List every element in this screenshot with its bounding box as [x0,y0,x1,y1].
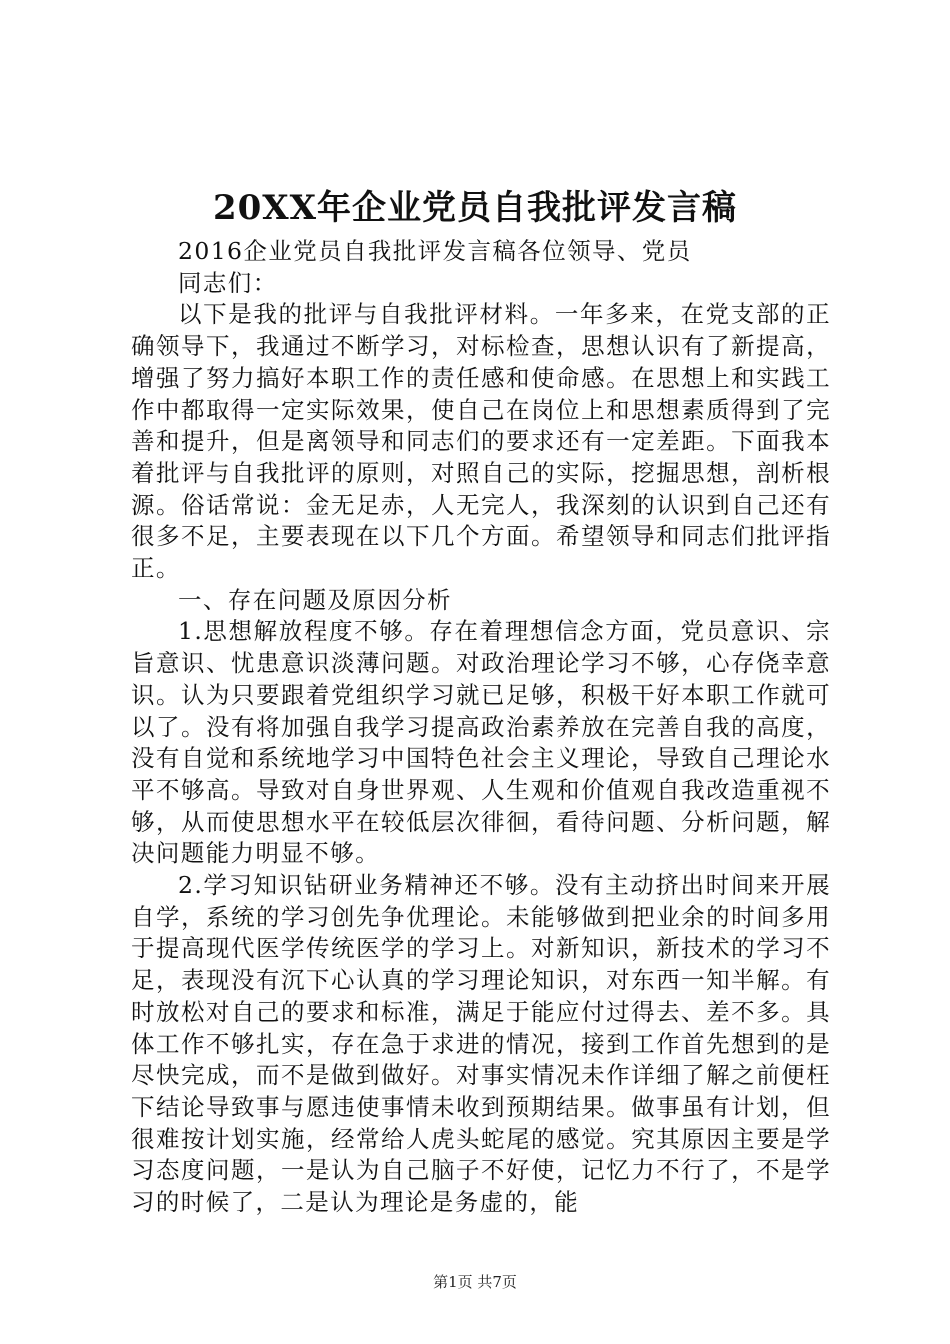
document-body [131,236,831,1219]
section-heading: 一、存在问题及原因分析 [178,585,452,614]
paragraph-salutation: 同志们： [178,268,278,297]
paragraph-introduction: 以下是我的批评与自我批评材料。一年多来，在党支部的正确领导下，我通过不断学习，对标检查，思想认识有了新提高，增强了努力搞好本职工作的责任感和使命感。在思想上和实践工作中都取得一定实际效果，使自己在岗位上和思想素质得到了完善和提升，但是离领导和同志们的要求还有一定差距。下面我本着批评与自我批评的原则，对照自己的实际，挖掘思想，剖析根源。俗话常说：金无足赤，人无完人，我深刻的认识到自己还有很多不足，主要表现在以下几个方面。希望领导和同志们批评指正。 [131,300,831,583]
page-number-footer: 第1页 共7页 [433,1273,517,1291]
paragraph-point-1: 1.思想解放程度不够。存在着理想信念方面，党员意识、宗旨意识、忧患意识淡薄问题。对政治理论学习不够，心存侥幸意识。认为只要跟着党组织学习就已足够，积极干好本职工作就可以了。没有将加强自我学习提高政治素养放在完善自我的高度，没有自觉和系统地学习中国特色社会主义理论，导致自己理论水平不够高。导致对自身世界观、人生观和价值观自我改造重视不够，从而使思想水平在较低层次徘徊，看待问题、分析问题，解决问题能力明显不够。 [131,617,831,868]
document-title: 20XX年企业党员自我批评发言稿 [212,188,738,228]
paragraph-point-2: 2.学习知识钻研业务精神还不够。没有主动挤出时间来开展自学，系统的学习创先争优理论。未能够做到把业余的时间多用于提高现代医学传统医学的学习上。对新知识，新技术的学习不足，表现没有沉下心认真的学习理论知识，对东西一知半解。有时放松对自己的要求和标准，满足于能应付过得去、差不多。具体工作不够扎实，存在急于求进的情况，接到工作首先想到的是尽快完成，而不是做到做好。对事实情况未作详细了解之前便枉下结论导致事与愿违使事情未收到预期结果。做事虽有计划，但很难按计划实施，经常给人虎头蛇尾的感觉。究其原因主要是学习态度问题，一是认为自己脑子不好使，记忆力不行了，不是学习的时候了，二是认为理论是务虚的，能 [131,871,831,1217]
paragraph-heading-line: 2016企业党员自我批评发言稿各位领导、党员 [178,237,692,265]
